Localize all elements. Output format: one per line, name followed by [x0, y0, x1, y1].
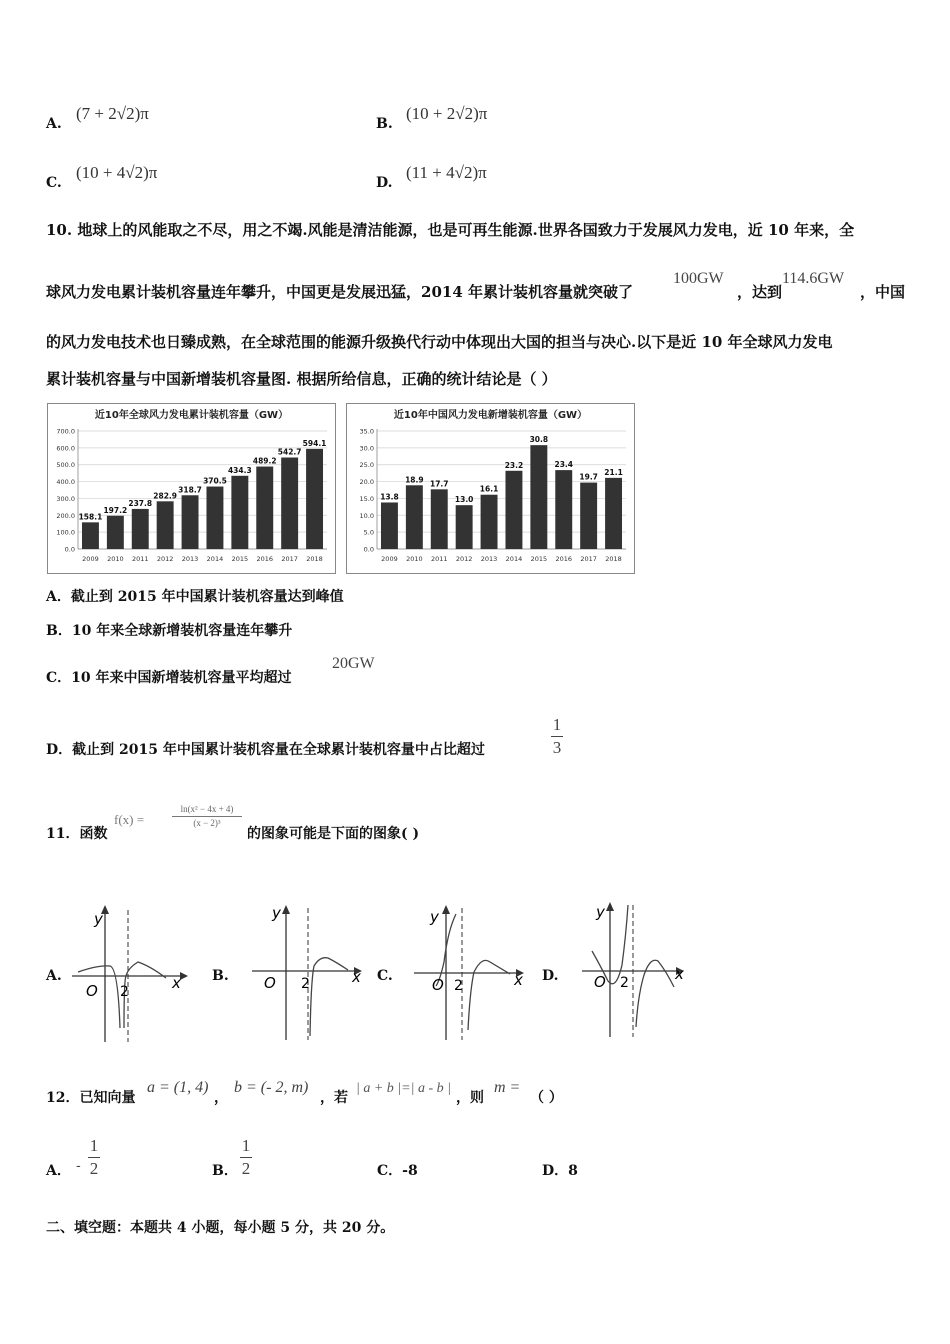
fraction-bar — [172, 816, 242, 817]
q11-prefix: 11．函数 — [46, 826, 108, 842]
tick-2-label: 2 — [301, 976, 310, 992]
q12-vector-a: a = (1, 4) — [147, 1079, 209, 1096]
q11-graph-a — [68, 900, 188, 1045]
data-label: 489.2 — [252, 456, 277, 466]
q11-formula-denominator: (x − 2)³ — [193, 818, 221, 828]
y-tick-label: 30.0 — [359, 444, 374, 453]
fraction-denominator: 2 — [241, 1159, 251, 1178]
chart-title: 近10年全球风力发电累计装机容量（GW） — [94, 410, 289, 421]
q11-option-d-label: D. — [542, 968, 559, 984]
x-tick-label: 2013 — [480, 555, 498, 563]
data-label: 542.7 — [277, 447, 302, 457]
x-tick-label: 2013 — [181, 555, 199, 563]
data-label: 197.2 — [103, 505, 128, 515]
x-axis-label: x — [514, 971, 523, 989]
fraction-numerator: 1 — [552, 715, 562, 734]
q10-line3: 的风力发电技术也日臻成熟，在全球范围的能源升级换代行动中体现出大国的担当与决心.以下是近 10 年全球风力发电 — [46, 333, 833, 351]
q10-option-c: C．10 年来中国新增装机容量平均超过 — [46, 670, 292, 686]
q9-option-c-expr: (10 + 4√2)π — [76, 163, 158, 182]
tick-2-label: 2 — [620, 975, 629, 991]
q12-paren: （ ） — [530, 1090, 563, 1106]
x-tick-label: 2014 — [505, 555, 523, 563]
q12-option-a-fraction — [88, 1136, 100, 1179]
data-label: 16.1 — [479, 484, 499, 494]
data-label: 21.1 — [604, 467, 623, 477]
x-tick-label: 2011 — [430, 555, 448, 563]
origin-label: O — [594, 973, 606, 991]
q11-suffix: 的图象可能是下面的图象( ) — [247, 826, 420, 842]
chart-global-cumulative — [47, 403, 336, 574]
q11-formula-lhs: f(x) = — [114, 812, 145, 827]
bar — [281, 458, 298, 549]
y-tick-label: 300.0 — [56, 494, 75, 503]
x-tick-label: 2017 — [580, 555, 597, 563]
q10-line2a: 球风力发电累计装机容量连年攀升，中国更是发展迅猛，2014 年累计装机容量就突破了 — [46, 283, 633, 301]
bar — [231, 476, 248, 549]
q12-vector-b: b = (- 2, m) — [234, 1079, 309, 1096]
q10-line1: 10. 地球上的风能取之不尽，用之不竭.风能是清洁能源，也是可再生能源.世界各国致力于发展风力发电，近 10 年来，全 — [46, 221, 855, 239]
x-tick-label: 2018 — [605, 555, 622, 563]
bar — [530, 445, 547, 549]
q12-option-d: D．8 — [542, 1163, 578, 1179]
q12-condition: | a + b |=| a - b | — [356, 1081, 451, 1096]
q11-graph-c — [410, 900, 530, 1045]
y-tick-label: 15.0 — [359, 494, 374, 503]
data-label: 17.7 — [429, 479, 449, 489]
x-tick-label: 2017 — [281, 555, 298, 563]
x-tick-label: 2015 — [231, 555, 249, 563]
bar — [306, 449, 323, 549]
y-tick-label: 5.0 — [363, 528, 374, 537]
function-curve — [436, 914, 510, 1030]
y-tick-label: 10.0 — [359, 511, 374, 520]
q11-graph-d — [578, 895, 693, 1040]
bar — [206, 487, 223, 549]
y-tick-label: 600.0 — [56, 444, 75, 453]
bar — [456, 505, 473, 549]
data-label: 13.8 — [380, 492, 399, 502]
q12-sep1: ， — [214, 1090, 228, 1106]
q12-prefix: 12．已知向量 — [46, 1090, 136, 1106]
bar — [555, 470, 572, 549]
fraction-denominator: 2 — [89, 1159, 99, 1178]
origin-label: O — [86, 982, 98, 1000]
chart-title: 近10年中国风力发电新增装机容量（GW） — [393, 410, 588, 421]
q9-option-d-expr: (11 + 4√2)π — [406, 163, 487, 182]
y-tick-label: 700.0 — [56, 427, 75, 436]
q10-option-d: D．截止到 2015 年中国累计装机容量在全球累计装机容量中占比超过 — [46, 742, 485, 758]
q10-val2: 114.6GW — [782, 270, 845, 287]
x-tick-label: 2009 — [381, 555, 398, 563]
data-label: 318.7 — [178, 485, 202, 495]
q12-option-a-sign: - — [76, 1158, 81, 1174]
q9-option-a-expr: (7 + 2√2)π — [76, 104, 149, 123]
y-tick-label: 200.0 — [56, 511, 75, 520]
data-label: 282.9 — [153, 491, 178, 501]
y-tick-label: 25.0 — [359, 461, 374, 470]
q12-option-a-label: A． — [46, 1163, 71, 1179]
y-tick-label: 100.0 — [56, 528, 75, 537]
data-label: 434.3 — [227, 465, 252, 475]
q11-option-c-label: C. — [377, 968, 393, 984]
data-label: 13.0 — [454, 495, 474, 505]
x-tick-label: 2012 — [455, 555, 473, 563]
bar — [132, 509, 149, 549]
q11-option-b-label: B. — [212, 968, 229, 984]
tick-2-label: 2 — [120, 984, 129, 1000]
q12-sep2: ，若 — [320, 1090, 348, 1106]
data-label: 19.7 — [579, 472, 598, 482]
x-axis-arrow-icon — [180, 972, 188, 980]
bar — [605, 478, 622, 549]
bar — [481, 495, 498, 549]
x-axis-label: x — [675, 965, 684, 983]
bar — [431, 489, 448, 549]
data-label: 23.4 — [554, 460, 574, 470]
q11-formula-fraction — [172, 804, 242, 829]
fraction-bar — [551, 736, 563, 737]
q9-option-a-label: A. — [46, 116, 62, 132]
x-tick-label: 2012 — [156, 555, 174, 563]
q11-option-a-label: A. — [46, 968, 62, 984]
q12-m: m = — [494, 1079, 521, 1096]
q12-sep3: ，则 — [456, 1090, 484, 1106]
data-label: 18.9 — [405, 475, 424, 485]
q10-option-c-value: 20GW — [332, 655, 375, 672]
x-tick-label: 2015 — [530, 555, 548, 563]
fraction-denominator: 3 — [552, 738, 562, 757]
y-axis-arrow-icon — [606, 902, 614, 911]
q12-option-b-fraction — [240, 1136, 252, 1179]
y-tick-label: 400.0 — [56, 478, 75, 487]
data-label: 23.2 — [504, 460, 524, 470]
data-label: 370.5 — [203, 476, 227, 486]
q12-option-c: C．-8 — [377, 1163, 418, 1179]
q9-option-b-label: B. — [376, 116, 393, 132]
y-axis-label: y — [596, 903, 605, 921]
bar — [182, 495, 199, 549]
fraction-bar — [240, 1157, 252, 1158]
q10-val1: 100GW — [673, 270, 724, 287]
y-tick-label: 35.0 — [359, 427, 374, 436]
fraction-numerator: 1 — [89, 1136, 99, 1155]
q9-option-b-expr: (10 + 2√2)π — [406, 104, 488, 123]
chart-china-svg — [347, 404, 634, 573]
bar — [505, 471, 522, 549]
x-tick-label: 2009 — [82, 555, 99, 563]
q12-option-b-label: B． — [212, 1163, 238, 1179]
q10-option-a: A．截止到 2015 年中国累计装机容量达到峰值 — [46, 589, 344, 605]
section-2-heading: 二、填空题：本题共 4 小题，每小题 5 分，共 20 分。 — [46, 1220, 395, 1236]
y-axis-label: y — [272, 904, 281, 922]
bar — [381, 502, 398, 549]
x-axis-label: x — [352, 968, 361, 986]
data-label: 594.1 — [302, 438, 327, 448]
q11-formula-numerator: ln(x² − 4x + 4) — [180, 804, 234, 814]
bar — [157, 501, 174, 549]
y-tick-label: 0.0 — [363, 545, 374, 554]
fraction-bar — [88, 1157, 100, 1158]
q9-option-d-label: D. — [376, 175, 393, 191]
x-tick-label: 2011 — [131, 555, 149, 563]
chart-china-new — [346, 403, 635, 574]
data-label: 158.1 — [78, 512, 103, 522]
x-tick-label: 2018 — [306, 555, 323, 563]
chart-global-svg — [48, 404, 335, 573]
y-tick-label: 20.0 — [359, 478, 374, 487]
function-curve — [310, 958, 348, 1036]
y-axis-arrow-icon — [282, 905, 290, 914]
q9-option-c-label: C. — [46, 175, 62, 191]
origin-label: O — [432, 976, 444, 994]
bar — [107, 516, 124, 549]
q11-graph-b — [248, 900, 366, 1045]
x-tick-label: 2014 — [206, 555, 224, 563]
y-tick-label: 0.0 — [64, 545, 75, 554]
y-axis-label: y — [94, 910, 103, 928]
y-axis-arrow-icon — [442, 905, 450, 914]
x-tick-label: 2016 — [555, 555, 573, 563]
origin-label: O — [264, 974, 276, 992]
fraction-numerator: 1 — [241, 1136, 251, 1155]
data-label: 30.8 — [529, 435, 549, 445]
x-tick-label: 2010 — [107, 555, 124, 563]
q10-line4: 累计装机容量与中国新增装机容量图. 根据所给信息，正确的统计结论是（ ） — [46, 370, 557, 388]
data-label: 237.8 — [128, 498, 153, 508]
x-tick-label: 2010 — [406, 555, 423, 563]
bar — [256, 467, 273, 549]
q10-line2b: ，达到 — [737, 283, 783, 301]
x-axis-label: x — [172, 974, 181, 992]
q10-option-d-fraction — [551, 715, 563, 758]
q10-line2c: ，中国 — [860, 283, 906, 301]
bar — [406, 485, 423, 549]
tick-2-label: 2 — [454, 978, 463, 994]
y-axis-label: y — [430, 908, 439, 926]
x-tick-label: 2016 — [256, 555, 274, 563]
q10-option-b: B．10 年来全球新增装机容量连年攀升 — [46, 623, 293, 639]
y-tick-label: 500.0 — [56, 461, 75, 470]
bar — [82, 522, 99, 549]
bar — [580, 483, 597, 549]
